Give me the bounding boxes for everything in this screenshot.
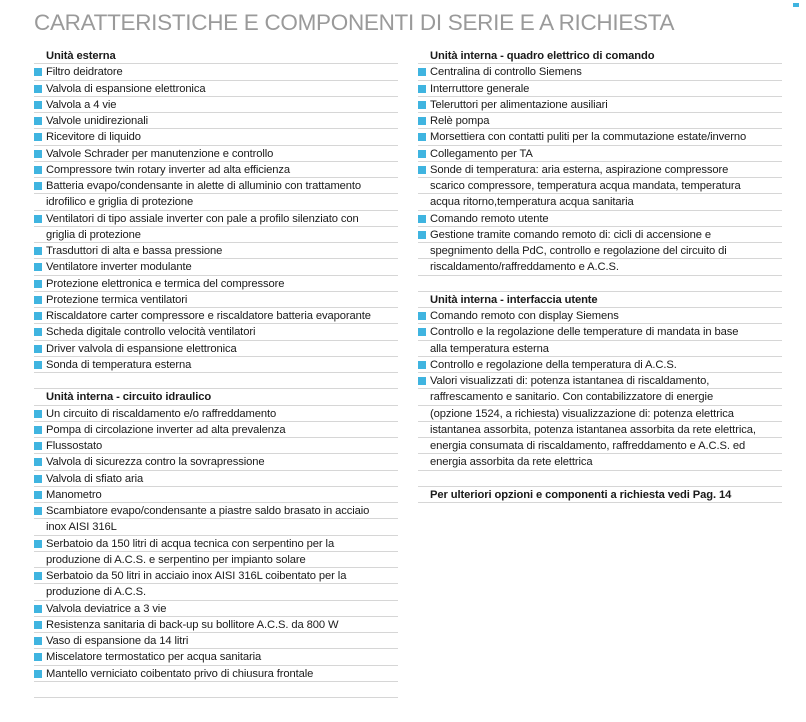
list-item-line-text: Filtro deidratore [46,66,123,79]
list-item-line-text: spegnimento della PdC, controllo e regolazione del circuito di [430,245,727,257]
bullet-square-icon [34,491,42,499]
list-item-line [34,64,398,80]
blank-row [418,276,782,292]
bullet-square-icon [418,361,426,369]
list-item-line-text: Interruttore generale [430,82,530,95]
list-item-line [34,129,398,145]
list-item-line [34,503,398,519]
list-item-line [34,552,398,568]
bullet-square-icon [418,166,426,174]
footer-note [418,487,782,503]
blank-row [34,373,398,389]
bullet-square-icon [34,605,42,613]
section-heading-text: Unità esterna [46,50,116,62]
list-item-line-text: Valvola a 4 vie [46,98,117,111]
list-item-line-text: Ventilatore inverter modulante [46,261,192,274]
list-item-line [418,211,782,227]
list-item-line [34,438,398,454]
list-item-line [34,97,398,113]
section-heading [34,48,398,64]
bullet-square-icon [34,653,42,661]
list-item-line [34,584,398,600]
list-item-line [418,178,782,194]
list-item-line-text: Controllo e regolazione della temperatura di A.C.S. [430,358,677,371]
list-item-line-text: istantanea assorbita, potenza istantanea assorbita da rete elettrica, [430,423,756,436]
list-item-line [34,471,398,487]
list-item-line-text: Valvola di espansione elettronica [46,82,206,95]
bullet-square-icon [34,263,42,271]
list-item-line-text: Comando remoto utente [430,212,549,225]
list-item-line [34,601,398,617]
bullet-square-icon [34,442,42,450]
list-item-line-text: Miscelatore termostatico per acqua sanitaria [46,651,262,664]
list-item-line [34,324,398,340]
list-item-line-text: Trasduttori di alta e bassa pressione [46,245,223,257]
bullet-square-icon [34,182,42,190]
list-item-line-text: Sonde di temperatura: aria esterna, aspirazione compressore [430,163,729,176]
list-item-line [418,438,782,454]
list-item-line [418,308,782,324]
list-item-line [34,194,398,210]
section-heading [34,389,398,405]
list-item-line-text: Un circuito di riscaldamento e/o raffreddamento [46,407,277,420]
column-right [418,48,782,503]
list-item-line-text: Ricevitore di liquido [46,131,141,144]
bullet-square-icon [34,101,42,109]
list-item-line-text: energia assorbita da rete elettrica [430,456,593,469]
bullet-square-icon [34,540,42,548]
bullet-square-icon [418,101,426,109]
list-item-line-text: griglia di protezione [46,228,141,241]
bullet-square-icon [418,328,426,336]
section-heading [418,48,782,64]
list-item-line [418,129,782,145]
list-item-line [34,308,398,324]
bullet-square-icon [34,572,42,580]
bullet-square-icon [34,670,42,678]
bullet-square-icon [418,133,426,141]
list-item-line [34,178,398,194]
list-item-line [34,422,398,438]
list-item-line-text: Morsettiera con contatti puliti per la commutazione estate/inverno [430,131,747,144]
list-item-line-text: scarico compressore, temperatura acqua mandata, temperatura [430,180,741,192]
bullet-square-icon [34,410,42,418]
bullet-square-icon [34,150,42,158]
list-item-line [34,568,398,584]
bullet-square-icon [34,345,42,353]
section-heading [418,292,782,308]
list-item-line-text: Relè pompa [430,115,490,127]
list-item-line [418,422,782,438]
list-item-line [418,162,782,178]
list-item-line-text: Batteria evapo/condensante in alette di alluminio con trattamento [46,180,362,192]
bullet-square-icon [34,117,42,125]
list-item-line [34,276,398,292]
bullet-square-icon [34,247,42,255]
list-item-line-text: raffrescamento e sanitario. Con contabilizzatore di energie [430,391,714,404]
list-item-line-text: Serbatoio da 150 litri di acqua tecnica con serpentino per la [46,537,335,550]
list-item-line-text: Protezione elettronica e termica del compressore [46,277,285,290]
bullet-square-icon [34,296,42,304]
page-title: CARATTERISTICHE E COMPONENTI DI SERIE E A RICHIESTA [34,10,675,35]
list-item-line-text: Scheda digitale controllo velocità ventilatori [46,326,256,339]
list-item-line [418,389,782,405]
list-item-line [34,243,398,259]
bullet-square-icon [418,231,426,239]
list-item-line-text: idrofilico e griglia di protezione [46,196,194,209]
list-item-line [418,259,782,275]
list-item-line [418,194,782,210]
list-item-line-text: Driver valvola di espansione elettronica [46,342,237,355]
list-item-line [418,243,782,259]
section-heading-text: Unità interna - quadro elettrico di comando [430,50,655,62]
list-item-line-text: produzione di A.C.S. [46,586,146,599]
list-item-line-text: inox AISI 316L [46,521,117,534]
list-item-line-text: Valvole Schrader per manutenzione e controllo [46,147,274,160]
list-item-line [34,227,398,243]
list-item-line-text: Pompa di circolazione inverter ad alta prevalenza [46,423,286,436]
list-item-line [34,649,398,665]
bullet-square-icon [34,507,42,515]
list-item-line [34,487,398,503]
bullet-square-icon [34,328,42,336]
bullet-square-icon [418,215,426,223]
corner-mark [793,3,799,7]
list-item-line [34,454,398,470]
list-item-line-text: Valori visualizzati di: potenza istantanea di riscaldamento, [430,375,710,387]
list-item-line-text: alla temperatura esterna [430,342,549,355]
list-item-line [34,666,398,682]
list-item-line-text: Valvole unidirezionali [46,115,149,127]
list-item-line-text: Protezione termica ventilatori [46,293,188,306]
list-item-line [418,97,782,113]
bullet-square-icon [34,133,42,141]
bullet-square-icon [34,361,42,369]
list-item-line [34,633,398,649]
list-item-line [418,406,782,422]
bullet-square-icon [34,621,42,629]
list-item-line-text: Riscaldatore carter compressore e riscaldatore batteria evaporante [46,310,371,322]
list-item-line [34,162,398,178]
bullet-square-icon [34,215,42,223]
bullet-square-icon [34,68,42,76]
list-item-line [34,146,398,162]
bullet-square-icon [34,475,42,483]
list-item-line-text: Flussostato [46,440,103,452]
list-item-line-text: produzione di A.C.S. e serpentino per impianto solare [46,553,306,566]
list-item-line [418,113,782,129]
list-item-line [418,373,782,389]
list-item-line [418,146,782,162]
bullet-square-icon [418,377,426,385]
list-item-line-text: Valvola di sicurezza contro la sovrapressione [46,456,265,469]
list-item-line-text: Vaso di espansione da 14 litri [46,635,189,647]
list-item-line [34,519,398,535]
list-item-line-text: Gestione tramite comando remoto di: cicli di accensione e [430,228,711,241]
bullet-square-icon [418,312,426,320]
list-item-line-text: Comando remoto con display Siemens [430,310,619,322]
blank-row [418,471,782,487]
bullet-square-icon [418,68,426,76]
bullet-square-icon [418,150,426,158]
list-item-line [418,357,782,373]
list-item-line [418,324,782,340]
list-item-line [34,259,398,275]
list-item-line [418,81,782,97]
list-item-line [34,406,398,422]
list-item-line-text: Centralina di controllo Siemens [430,66,582,79]
bullet-square-icon [34,458,42,466]
list-item-line [34,211,398,227]
list-item-line [418,341,782,357]
bullet-square-icon [418,85,426,93]
list-item-line-text: (opzione 1524, a richiesta) visualizzazione di: potenza elettrica [430,407,734,420]
list-item-line-text: Manometro [46,488,102,501]
bullet-square-icon [418,117,426,125]
list-item-line-text: riscaldamento/raffreddamento e A.C.S. [430,261,619,274]
list-item-line [34,292,398,308]
list-item-line-text: acqua ritorno,temperatura acqua sanitaria [430,196,634,209]
footer-note-text: Per ulteriori opzioni e componenti a richiesta vedi Pag. 14 [430,488,732,501]
list-item-line-text: Mantello verniciato coibentato privo di chiusura frontale [46,667,314,680]
section-heading-text: Unità interna - interfaccia utente [430,293,598,306]
list-item-line-text: Valvola deviatrice a 3 vie [46,602,167,615]
list-item-line-text: Resistenza sanitaria di back-up su bollitore A.C.S. da 800 W [46,618,339,631]
column-left [34,48,398,698]
bullet-square-icon [34,637,42,645]
bullet-square-icon [34,166,42,174]
list-item-line [34,536,398,552]
list-item-line-text: Sonda di temperatura esterna [46,358,192,371]
list-item-line [34,113,398,129]
list-item-line-text: Teleruttori per alimentazione ausiliari [430,98,608,111]
list-item-line-text: Valvola di sfiato aria [46,472,144,485]
bullet-square-icon [34,312,42,320]
list-item-line-text: Scambiatore evapo/condensante a piastre saldo brasato in acciaio [46,505,370,517]
list-item-line-text: Ventilatori di tipo assiale inverter con pale a profilo silenziato con [46,212,359,225]
list-item-line [418,227,782,243]
list-item-line [418,454,782,470]
list-item-line-text: Controllo e la regolazione delle temperature di mandata in base [430,326,739,339]
list-item-line [34,81,398,97]
list-item-line [34,617,398,633]
list-item-line [34,341,398,357]
section-heading-text: Unità interna - circuito idraulico [46,391,212,404]
list-item-line-text: Compressore twin rotary inverter ad alta efficienza [46,163,291,176]
list-item-line-text: energia consumata di riscaldamento, raffreddamento e A.C.S. ed [430,440,746,452]
list-item-line [34,357,398,373]
bullet-square-icon [34,85,42,93]
bullet-square-icon [34,280,42,288]
list-item-line-text: Collegamento per TA [430,147,533,160]
bullet-square-icon [34,426,42,434]
blank-row [34,682,398,698]
list-item-line [418,64,782,80]
list-item-line-text: Serbatoio da 50 litri in acciaio inox AISI 316L coibentato per la [46,570,347,582]
